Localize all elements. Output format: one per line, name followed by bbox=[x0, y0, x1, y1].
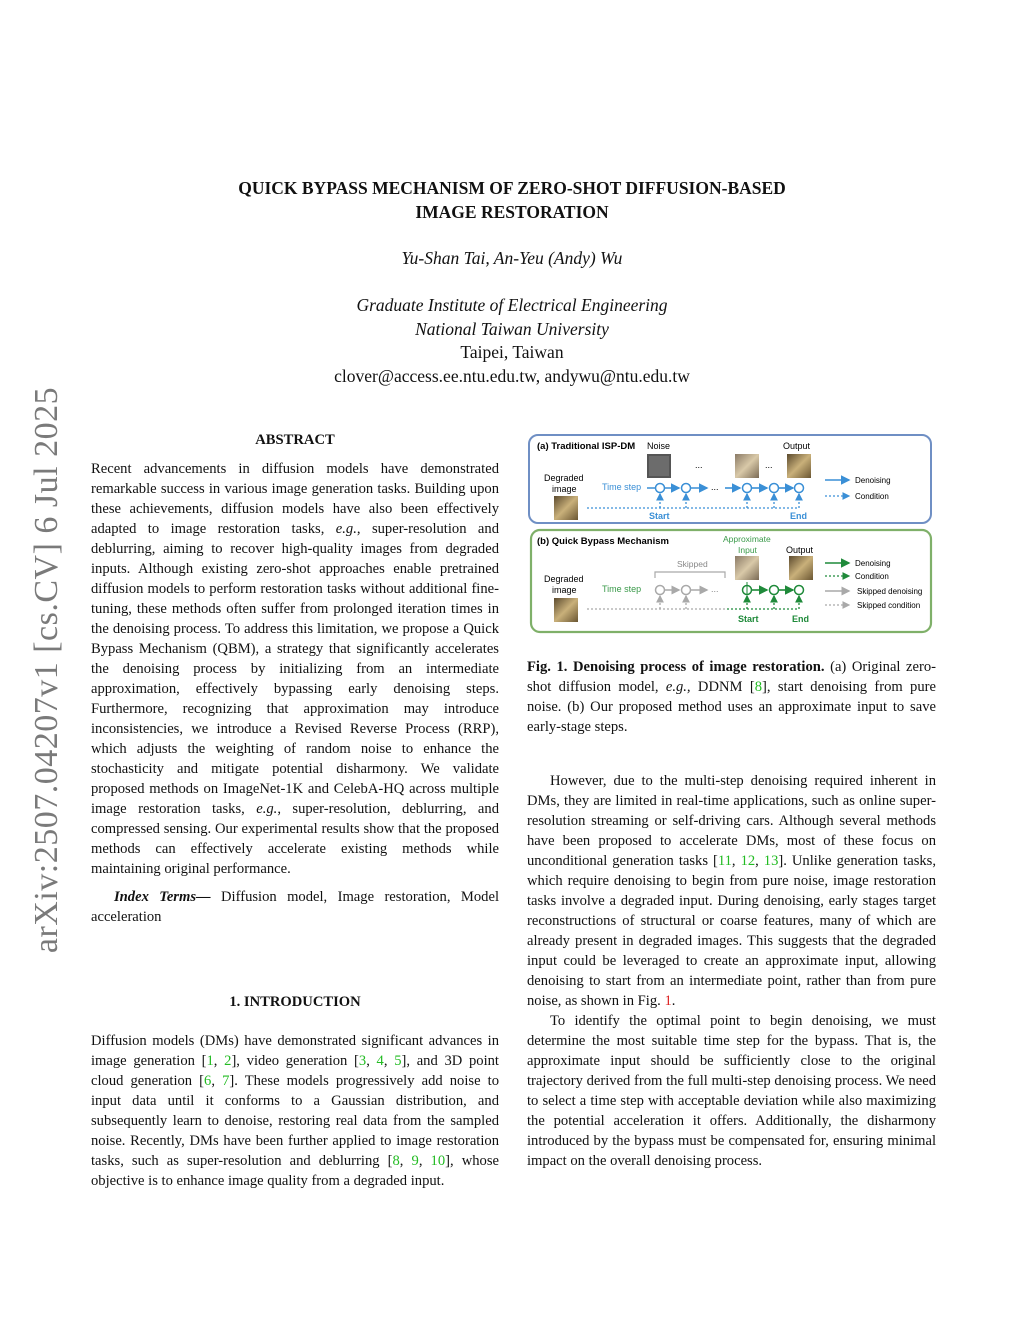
degraded-image-b bbox=[554, 598, 578, 622]
authors: Yu-Shan Tai, An-Yeu (Andy) Wu bbox=[401, 248, 623, 268]
caption-label: Fig. 1 bbox=[527, 659, 564, 675]
citation-link[interactable]: 5 bbox=[394, 1053, 402, 1069]
time-node bbox=[795, 484, 804, 493]
panel-b-approx-2: Input bbox=[738, 545, 757, 555]
citation-link[interactable]: 4 bbox=[376, 1053, 384, 1069]
caption-bold: Denoising process of image restoration. bbox=[573, 659, 825, 675]
panel-b-degraded-2: image bbox=[552, 585, 577, 595]
caption-eg: e.g., bbox=[665, 679, 691, 695]
output-image-b bbox=[789, 556, 813, 580]
output-image-a bbox=[787, 454, 811, 478]
intro-text-e: ], whose objective is to enhance image quality from a degraded input. bbox=[91, 1153, 500, 1189]
citation-link[interactable]: 1 bbox=[206, 1053, 214, 1069]
right-column-body: However, due to the multi-step denoising required inherent in DMs, they are limited in real-time applications, such as online super-resolution streaming or self-driving cars. Although several methods have been proposed to accelerate DMs, most of these focus on unconditional generation tasks [11, 12, 13]. Unlike generation tasks, which require denoising to begin from pure noise, image restoration tasks involve a degraded input. During denoising, early stages target reconstructions of structural or coarse features, many of which are already present in degraded images. This suggests that the degraded input could be leveraged to create an approximate input, allowing denoising to start from an intermediate point, rather than from pure noise, as shown in Fig. 1. To identify the optimal point to begin denoising, we must determine the most suitable time step for the bypass. That is, the approximate input should be sufficiently close to the original trajectory derived from the full multi-step denoising process. We need to select a time step with acceptable deviation while also maximizing the potential acceleration it offers. Additionally, the disharmony introduced by the bypass must be compensated for, ensuring minimal impact on the overall denoising process. bbox=[527, 773, 937, 1169]
skipped-bracket bbox=[655, 572, 725, 578]
citation-link[interactable]: 6 bbox=[204, 1073, 212, 1089]
title-line-1: QUICK BYPASS MECHANISM OF ZERO-SHOT DIFFUSION-BASED bbox=[238, 178, 786, 198]
panel-a-output-label: Output bbox=[783, 441, 811, 451]
time-node bbox=[770, 586, 779, 595]
index-terms-text: Diffusion model, Image restoration, Model acceleration bbox=[91, 889, 499, 925]
affiliation bbox=[150, 294, 874, 388]
intermediate-image bbox=[735, 454, 759, 478]
figure-caption bbox=[527, 657, 936, 737]
intro-text-a: Diffusion models (DMs) have demonstrated significant advances in image generation [ bbox=[91, 1033, 499, 1069]
affiliation-emails: clover@access.ee.ntu.edu.tw, andywu@ntu.edu.tw bbox=[334, 365, 690, 386]
right-text-a: However, due to the multi-step denoising required inherent in DMs, they are limited in real-time applications, such as online super-resolution streaming or self-driving cars. Although several methods have been proposed to accelerate DMs, most of these focus on unconditional generation tasks [ bbox=[527, 773, 936, 869]
index-terms bbox=[91, 887, 499, 927]
right-text-c: . bbox=[671, 993, 676, 1009]
panel-b-output-label: Output bbox=[786, 545, 814, 555]
intro-text-b: ], video generation [ bbox=[231, 1053, 359, 1069]
panel-a-degraded-2: image bbox=[552, 484, 577, 494]
citation-link[interactable]: 13 bbox=[763, 853, 779, 869]
citation-link[interactable]: 10 bbox=[430, 1153, 446, 1169]
caption-sep: . bbox=[563, 659, 573, 675]
panel-b-degraded-1: Degraded bbox=[544, 574, 584, 584]
citation-link[interactable]: 7 bbox=[222, 1073, 230, 1089]
abstract-text-c: , super-resolution, deblurring, and compressed sensing. Our experimental results show that the proposed methods can effectively accelerate existing methods while maintaining original performance. bbox=[91, 801, 499, 877]
intro-text-d: ]. These models progressively add noise to input data until it conforms to a Gaussian distribution, and subsequently learn to denoise, restoring real data from the sampled noise. Recently, DMs have been further applied to image restoration tasks, such as super-resolution and deblurring [ bbox=[91, 1073, 499, 1169]
panel-a-degraded-1: Degraded bbox=[544, 473, 584, 483]
skipped-node bbox=[656, 586, 665, 595]
time-node bbox=[743, 484, 752, 493]
affiliation-location: Taipei, Taiwan bbox=[460, 342, 564, 362]
panel-a-end: End bbox=[790, 511, 807, 521]
panel-a-time-step: Time step bbox=[602, 482, 642, 492]
figure-1 bbox=[527, 432, 934, 635]
citation-link[interactable]: 3 bbox=[358, 1053, 367, 1069]
panel-b-approx-1: Approximate bbox=[723, 534, 771, 544]
panel-a bbox=[529, 435, 931, 523]
abstract-text-b: , super-resolution and deblurring, aiming to recover high-quality images from degraded inputs. Although existing zero-shot approaches enable pretrained diffusion models to perform restoration tasks without additional fine-tuning, these methods often suffer from prolonged iteration times in the denoising process. To address this limitation, we propose a Quick Bypass Mechanism (QBM), a strategy that significantly accelerates the denoising process by initializing from an intermediate approximation, effectively bypassing early denoising steps. Furthermore, recognizing that approximation may introduce inconsistencies, we introduce a Revised Reverse Process (RRP), which adjusts the weighting of random noise to enhance the stochasticity and mitigate potential disharmony. We validate proposed methods on ImageNet-1K and CelebA-HQ across multiple image restoration tasks, bbox=[91, 521, 500, 817]
citation-link[interactable]: 8 bbox=[754, 679, 762, 695]
legend-skipped-condition: Skipped condition bbox=[857, 601, 921, 610]
panel-b-skipped: Skipped bbox=[677, 559, 708, 569]
panel-a-start: Start bbox=[649, 511, 670, 521]
panel-b-start: Start bbox=[738, 614, 759, 624]
time-node bbox=[656, 484, 665, 493]
degraded-image-a bbox=[554, 496, 578, 520]
affiliation-university: National Taiwan University bbox=[415, 318, 609, 339]
skipped-node bbox=[682, 586, 691, 595]
panel-b-time-step: Time step bbox=[602, 584, 642, 594]
citation-link[interactable]: 12 bbox=[740, 853, 756, 869]
time-node bbox=[682, 484, 691, 493]
arxiv-stamp: arXiv:2507.04207v1 [cs.CV] 6 Jul 2025 bbox=[28, 386, 65, 954]
panel-a-title: (a) Traditional ISP-DM bbox=[537, 441, 636, 452]
panel-b-ellipsis: ... bbox=[711, 584, 719, 594]
panel-b bbox=[531, 530, 931, 632]
time-node bbox=[770, 484, 779, 493]
panel-a-ellipsis-1: ... bbox=[695, 460, 703, 470]
citation-link[interactable]: 2 bbox=[224, 1053, 232, 1069]
caption-text-c: ], start denoising from pure noise. (b) Our proposed method uses an approximate input to save early-stage steps. bbox=[527, 679, 936, 735]
abstract-heading: ABSTRACT bbox=[255, 432, 335, 448]
approx-image bbox=[735, 556, 759, 580]
intro-text-c: ], and 3D point cloud generation [ bbox=[91, 1053, 499, 1089]
citation-link[interactable]: 8 bbox=[392, 1153, 400, 1169]
figure-ref-link[interactable]: 1 bbox=[664, 993, 672, 1009]
abstract-body bbox=[91, 459, 499, 927]
citation-link[interactable]: 11 bbox=[717, 853, 732, 869]
abstract-eg-2: e.g. bbox=[256, 801, 278, 817]
panel-b-title: (b) Quick Bypass Mechanism bbox=[537, 536, 669, 547]
paper-title bbox=[150, 176, 874, 224]
caption-text-a: (a) Original zero-shot diffusion model, bbox=[527, 659, 937, 695]
legend-condition-a: Condition bbox=[855, 492, 889, 501]
legend-skipped-denoising: Skipped denoising bbox=[857, 587, 923, 596]
affiliation-institute: Graduate Institute of Electrical Engineering bbox=[356, 295, 668, 315]
noise-texture bbox=[649, 456, 669, 476]
end-node bbox=[795, 586, 804, 595]
caption-text-b: DDNM [ bbox=[690, 679, 755, 695]
abstract-text-a: Recent advancements in diffusion models have demonstrated remarkable success in various image generation tasks. Building upon these achievements, diffusion models have also been effectively adapted to image restoration tasks, bbox=[91, 461, 499, 537]
panel-a-ellipsis-2: ... bbox=[765, 460, 773, 470]
panel-a-ellipsis-3: ... bbox=[711, 482, 719, 492]
intro-body: Diffusion models (DMs) have demonstrated significant advances in image generation [1, 2], video generation [3, 4, 5], and 3D point cloud generation [6, 7]. These models progressively add noise to input data until it conforms to a Gaussian distribution, and subsequently learn to denoise, restoring real data from the sampled noise. Recently, DMs have been further applied to image restoration tasks, such as super-resolution and deblurring [8, 9, 10], whose objective is to enhance image quality from a degraded input. bbox=[91, 1033, 500, 1189]
right-text-b: ]. Unlike generation tasks, which require denoising to begin from pure noise, image restoration tasks involve a degraded input. During denoising, early stages target reconstructions of structural or coarse features, many of which are already present in degraded images. This suggests that the degraded input could be leveraged to create an approximate input, allowing denoising to start from an intermediate point, rather than from pure noise, as shown in Fig. bbox=[527, 853, 937, 1009]
panel-a-noise-label: Noise bbox=[647, 441, 671, 451]
legend-condition-b: Condition bbox=[855, 572, 889, 581]
legend-denoising-b: Denoising bbox=[855, 559, 891, 568]
right-paragraph-2: To identify the optimal point to begin denoising, we must determine the most suitable time step for the bypass. That is, the approximate input should be sufficiently close to the original trajectory derived from the full multi-step denoising process. We need to select a time step with acceptable deviation while also maximizing the potential acceleration it offers. Additionally, the disharmony introduced by the bypass must be compensated for, ensuring minimal impact on the overall denoising process. bbox=[527, 1013, 936, 1169]
title-line-2: IMAGE RESTORATION bbox=[415, 202, 609, 222]
abstract-eg-1: e.g. bbox=[335, 521, 357, 537]
citation-link[interactable]: 9 bbox=[411, 1153, 419, 1169]
panel-b-end: End bbox=[792, 614, 809, 624]
legend-denoising-a: Denoising bbox=[855, 476, 891, 485]
intro-heading: 1. INTRODUCTION bbox=[229, 994, 361, 1010]
index-terms-label: Index Terms— bbox=[114, 889, 211, 905]
